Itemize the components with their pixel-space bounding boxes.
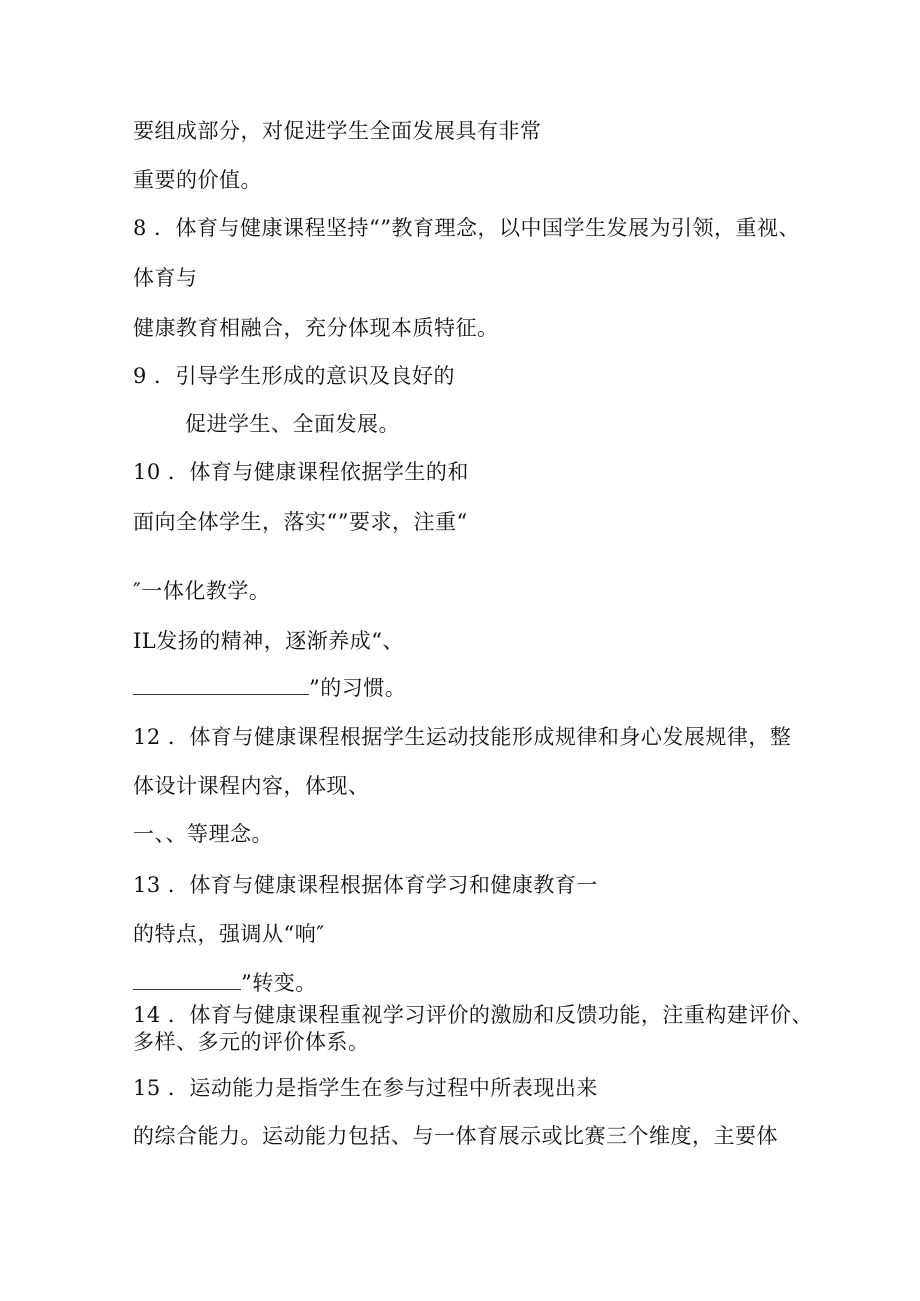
text-line: 促进学生、全面发展。 <box>185 412 400 436</box>
question-10: 10 ．体育与健康课程依据学生的和 <box>133 460 469 484</box>
fill-in-line <box>133 674 406 702</box>
answer-blank <box>133 676 309 695</box>
text-segment: ”转变。 <box>241 971 317 995</box>
text-line: 重要的价值。 <box>133 168 262 192</box>
question-8: 8 ．体育与健康课程坚持“”教育理念，以中国学生发展为引领，重视、 <box>133 216 801 240</box>
text-line: 体育与 <box>133 266 198 290</box>
text-line: ″一体化教学。 <box>133 579 271 603</box>
question-12: 12 ．体育与健康课程根据学生运动技能形成规律和身心发展规律，整 <box>133 725 792 749</box>
question-9: 9 ．引导学生形成的意识及良好的 <box>133 364 456 388</box>
text-line: 的综合能力。运动能力包括、与一体育展示或比赛三个维度，主要体 <box>133 1124 778 1148</box>
fill-in-line <box>133 969 317 997</box>
question-11: IL发扬的精神，逐渐养成“、 <box>133 629 404 653</box>
text-line: 的特点，强调从“响″ <box>133 922 325 946</box>
answer-blank <box>133 971 241 990</box>
question-14: 14 ．体育与健康课程重视学习评价的激励和反馈功能，注重构建评价、 <box>133 1003 813 1027</box>
text-line: 面向全体学生，落实“”要求，注重“ <box>133 510 468 534</box>
text-line: 健康教育相融合，充分体现本质特征。 <box>133 316 499 340</box>
question-15: 15 ．运动能力是指学生在参与过程中所表现出来 <box>133 1076 598 1100</box>
question-13: 13 ．体育与健康课程根据体育学习和健康教育一 <box>133 873 598 897</box>
text-line: 要组成部分，对促进学生全面发展具有非常 <box>133 119 542 143</box>
text-line: 多样、多元的评价体系。 <box>133 1030 370 1054</box>
text-segment: ”的习惯。 <box>309 676 407 700</box>
text-line: 一、、等理念。 <box>133 822 273 846</box>
text-line: 体设计课程内容，体现、 <box>133 774 370 798</box>
